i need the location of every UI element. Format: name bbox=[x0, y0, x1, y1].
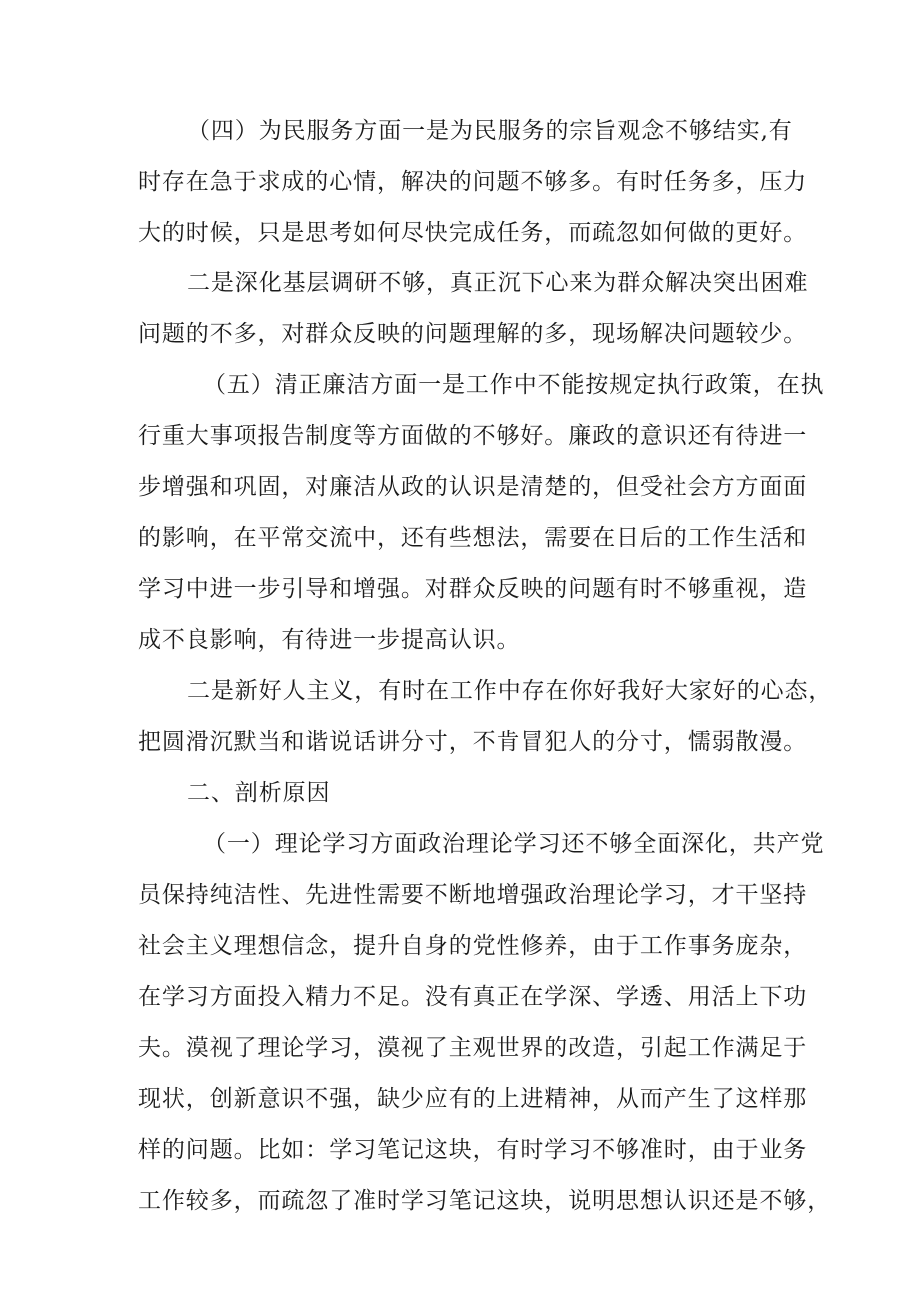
section-heading: 二、剖析原因 bbox=[187, 780, 331, 806]
para-1-line-6: 现状，创新意识不强，缺少应有的上进精神，从而产生了这样那 bbox=[138, 1086, 808, 1112]
para-1-line-8: 工作较多，而疏忽了准时学习笔记这块，说明思想认识还是不够， bbox=[138, 1188, 832, 1214]
para-5-line-1: （五）清正廉洁方面一是工作中不能按规定执行政策，在执 bbox=[203, 372, 825, 398]
para-1-line-2: 员保持纯洁性、先进性需要不断地增强政治理论学习，才干坚持 bbox=[138, 882, 808, 908]
para-4-line-3: 大的时候，只是思考如何尽快完成任务，而疏忽如何做的更好。 bbox=[138, 220, 808, 246]
para-4b-line-2: 问题的不多，对群众反映的问题理解的多，现场解决问题较少。 bbox=[138, 321, 808, 347]
para-5-line-5: 学习中进一步引导和增强。对群众反映的问题有时不够重视，造 bbox=[138, 576, 808, 602]
para-4b-line-1: 二是深化基层调研不够，真正沉下心来为群众解决突出困难 bbox=[187, 270, 809, 296]
para-1-line-1: （一）理论学习方面政治理论学习还不够全面深化，共产党 bbox=[203, 831, 825, 857]
para-1-line-5: 夫。漠视了理论学习，漠视了主观世界的改造，引起工作满足于 bbox=[138, 1035, 808, 1061]
para-5-line-2: 行重大事项报告制度等方面做的不够好。廉政的意识还有待进一 bbox=[138, 423, 808, 449]
para-4-line-1: （四）为民服务方面一是为民服务的宗旨观念不够结实,有 bbox=[187, 118, 793, 144]
para-5b-line-2: 把圆滑沉默当和谐说话讲分寸，不肯冒犯人的分寸，懦弱散漫。 bbox=[138, 729, 808, 755]
para-1-line-7: 样的问题。比如：学习笔记这块，有时学习不够准时，由于业务 bbox=[138, 1137, 808, 1163]
para-5b-line-1: 二是新好人主义，有时在工作中存在你好我好大家好的心态， bbox=[187, 678, 833, 704]
para-5-line-3: 步增强和巩固，对廉洁从政的认识是清楚的，但受社会方方面面 bbox=[138, 474, 808, 500]
para-5-line-4: 的影响，在平常交流中，还有些想法，需要在日后的工作生活和 bbox=[138, 525, 808, 551]
para-1-line-4: 在学习方面投入精力不足。没有真正在学深、学透、用活上下功 bbox=[138, 984, 808, 1010]
para-5-line-6: 成不良影响，有待进一步提高认识。 bbox=[138, 627, 521, 653]
para-1-line-3: 社会主义理想信念，提升自身的党性修养，由于工作事务庞杂， bbox=[138, 933, 808, 959]
para-4-line-2: 时存在急于求成的心情，解决的问题不够多。有时任务多，压力 bbox=[138, 169, 808, 195]
